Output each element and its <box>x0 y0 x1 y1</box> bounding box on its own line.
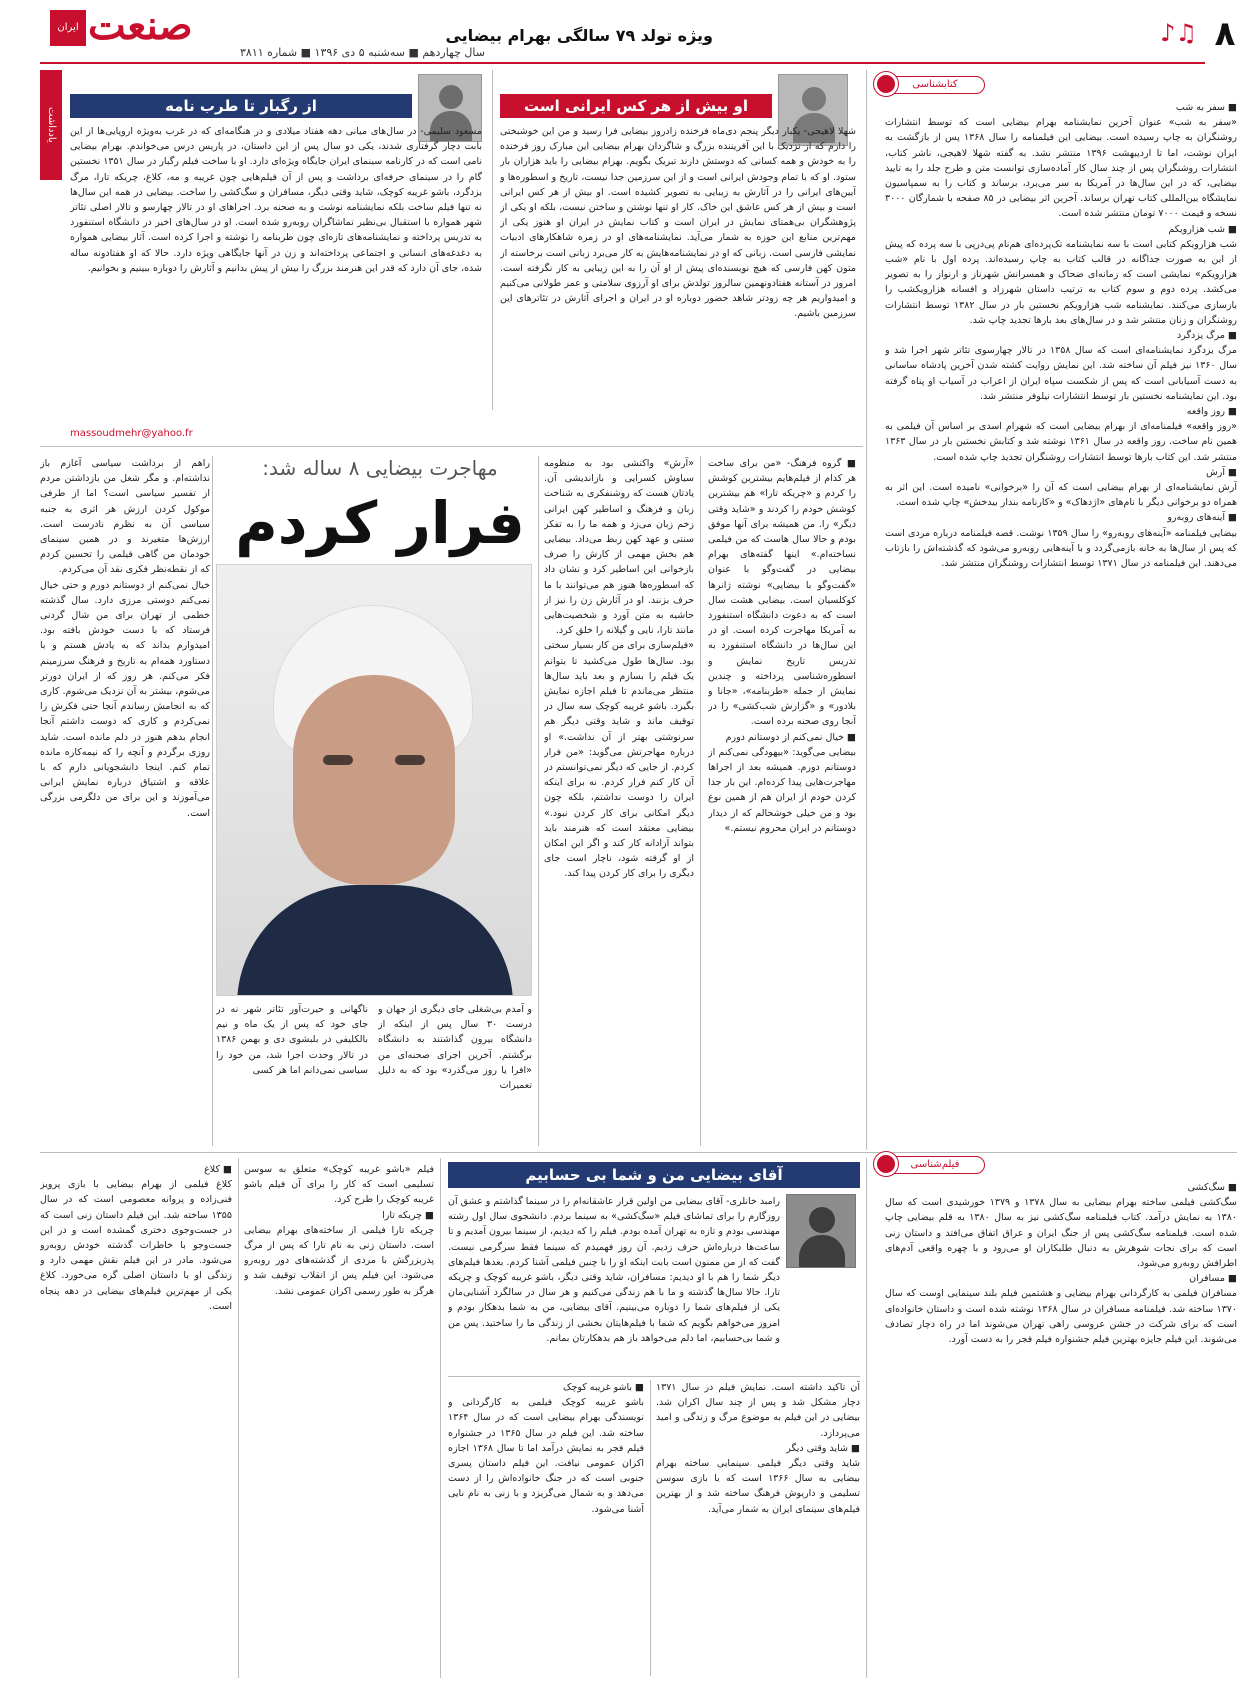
section-label: کتابشناسی <box>885 76 985 94</box>
column-divider <box>866 1158 867 1678</box>
interview-col-a: ■ گروه فرهنگ- «من برای ساخت هر کدام از فیلم‌هایم بیشترین کوشش را کردم و «چریکه تارا» هم بیشترین کوشش خودم را کردند و «شاید وقتی دیگر» را. من همیشه برای آنها موفق بودم و حالا سال هاست که من فیلمی نساخته‌ام.» اینها گفته‌های بهرام بیضایی در گفت‌وگو با عنوان «گفت‌وگو با بیضایی» نوشته ژانرها کوکلسیان است. بیضایی هشت سال است که به دعوت دانشگاه استنفورد به آمریکا مهاجرت کرده است. او در این سال‌ها در دانشگاه استنفورد به تدریس تاریخ نمایش و اسطوره‌شناسی پرداخته و چندین نمایش از جمله «طربنامه»، «جانا و بلادور» و «گزارش شب‌کشی» را در آنجا روی صحنه برده است. ■ خیال نمی‌کنم از دوستانم دورم بیضایی می‌گوید: «بیهودگی نمی‌کنم از دوستانم دورم. همیشه بعد از اجراها مهاجرت‌هایی پیدا کرده‌ام. این بار جدا کردن خودم از ایران هم از همین نوع بود و من خیلی خوشحالم که از دیدار دوستانم در ایران محروم نیستم.» <box>708 458 856 834</box>
article-banner-salimi: از رگبار تا طرب نامه <box>70 94 412 118</box>
ribbon-icon <box>874 1152 898 1176</box>
essay-text-khanlari: رامبد خانلری- آقای بیضایی من اولین قرار عاشقانه‌ام را در سینما گذاشتم و عشق آن روزگارم را برای تماشای فیلم «سگ‌کشی» به سینما بردم. دانشجوی سال اول رشته مهندسی بودم و تازه به تهران آمده بودم. فیلم را که دیدیم، از سینما بیرون آمدیم و تا ساعت‌ها درباره‌اش حرف زدیم. آن روز فهمیدم که سینما فقط سرگرمی نیست. گفت که از من ممنون است بابت اینکه او را با چنین فیلمی آشنا کردم. بعدها فیلم‌های دیگر شما را هم با او دیدیم: مسافران، شاید وقتی دیگر، باشو غریبه کوچک و چریکه تارا. حالا سال‌ها گذشته و ما با هم زندگی می‌کنیم و هر سال در سالگرد آشنایی‌مان یکی از فیلم‌های شما را دوباره می‌بینیم. آقای بیضایی، من به شما بدهکار بودم و امروز می‌خواهم بگویم که شما با فیلم‌هایتان بخشی از زندگی ما را ساختید. پس من و شما بی‌حسابیم، اما دلم می‌خواهد باز هم بدهکارتان بمانم. <box>448 1196 780 1344</box>
column-divider <box>650 1380 651 1676</box>
page-title: ویژه تولد ۷۹ سالگی بهرام بیضایی <box>445 26 713 45</box>
side-tab: یادداشت <box>40 70 62 180</box>
person-icon <box>802 87 826 111</box>
ribbon-icon <box>874 72 898 96</box>
filmography-right: ■ سگ‌کشی سگ‌کشی فیلمی ساخته بهرام بیضایی به سال ۱۳۷۸ و ۱۳۷۹ خورشیدی است که سال ۱۳۸۰ به نمایش درآمد. کتاب فیلمنامه سگ‌کشی نیز به سال ۱۳۸۰ به قلم بیضایی چاپ شده است. فیلمنامه سگ‌کشی پس از جنگ ایران و عراق اتفاق می‌افتد و داستان زنی است که برای نجات شوهرش به دنبال طلبکاران او می‌رود و با چهره واقعی آدم‌های اطرافش روبه‌رو می‌شود. ■ مسافران مسافران فیلمی به کارگردانی بهرام بیضایی و هشتمین فیلم بلند سینمایی اوست که سال ۱۳۷۰ ساخته شد. فیلمنامه مسافران در سال ۱۳۶۸ نوشته شده است و داستان خانواده‌ای است که برای شرکت در جشن عروسی راهی تهران می‌شوند اما در راه دچار تصادف می‌شوند. این فیلم جایزه بهترین فیلم جشنواره فیلم فجر را به دست آورد. <box>885 1182 1237 1346</box>
column-divider <box>538 456 539 1146</box>
music-note-icon: ♫♪ <box>1160 19 1197 47</box>
header-rule <box>40 62 1205 64</box>
column-divider <box>440 1158 441 1678</box>
face-shape <box>293 675 455 885</box>
section-rule <box>40 1152 1237 1153</box>
portrait-photo <box>216 564 532 996</box>
issue-line: سال چهاردهم ■ سه‌شنبه ۵ دی ۱۳۹۶ ■ شماره ۳۸۱۱ <box>240 46 485 59</box>
interview-col-d: ناگهانی و حیرت‌آور تئاتر شهر نه در جای خود که پس از یک ماه و نیم بالکلیفی در بلبشوی دی و بهمن ۱۳۸۶ در تالار وحدت اجرا شد، من خود را سیاسی نمی‌دانم اما هر کسی <box>216 1004 368 1076</box>
page-number: ۸ <box>1214 14 1236 54</box>
interview-col-c: راهم از برداشت سیاسی آغازم باز نداشته‌ام. و مگر شغل من بازداشتن مردم از تفسیر سیاسی است؟ اما از طرفی موکول کردن ارزش هر اثری به جنبه سیاسی آن به نظرم نادرست است. ارزش‌ها متغیرند و در همین سینمای خودمان من گاهی فیلمی را تحسین کردم که از نقطه‌نظر فکری نقد آن می‌کردم. خیال نمی‌کنم از دوستانم دورم و حتی خیال نمی‌کنم دوستی مرزی دارد. سال گذشته خطمی از تهران برای من شال گردنی فرستاد که با دست خودش بافته بود. امیدوارم بداند که به یادش هستم و با دستاورد همه‌ام به تاریخ و فرهنگ سرزمینم فکر می‌کنم. هر روز که از ایران دورتر می‌شوم، بیشتر به آن نزدیک می‌شوم. کاری که به انجامش رساندم آنجا حتی فکرش را نمی‌کردم و کاری که دوست داشتم آنجا انجام بدهم هنوز در دلم مانده است. شاید روزی برگردم و آنچه را که نیمه‌کاره مانده تمام کنم. اینجا دانشجویانی دارم که با علاقه و اشتیاق درباره نمایش ایرانی می‌آموزند و این برای من دلگرمی بزرگی است. <box>40 458 210 819</box>
filmography-col-c: ■ باشو غریبه کوچک باشو غریبه کوچک فیلمی به کارگردانی و نویسندگی بهرام بیضایی است که در سال ۱۳۶۴ ساخته شد. این فیلم در سال ۱۳۶۵ در جشنواره فیلم فجر به نمایش درآمد اما تا سال ۱۳۶۸ اجازه اکران عمومی نیافت. این فیلم داستان پسری جنوبی است که در جنگ خانواده‌اش را از دست می‌دهد و به شمال می‌گریزد و با زنی به نام نایی آشنا می‌شود. <box>448 1382 644 1515</box>
filmography-col-d: فیلم «باشو غریبه کوچک» متعلق به سوسن تسلیمی است که کار را برای آن فیلم باشو غریبه کوچک را طرح کرد. ■ چریکه تارا چریکه تارا فیلمی از ساخته‌های بهرام بیضایی است. داستان زنی به نام تارا که پس از مرگ پدربزرگش با مردی از گذشته‌های دور روبه‌رو می‌شود. این فیلم پس از انقلاب توقیف شد و هرگز به طور رسمی اکران عمومی نشد. <box>244 1164 434 1297</box>
logo-text: صنعت <box>88 2 193 49</box>
person-icon <box>809 1207 835 1233</box>
author-email[interactable]: massoudmehr@yahoo.fr <box>70 428 193 439</box>
column-divider <box>700 456 701 1146</box>
interview-kicker: مهاجرت بیضایی ۸ ساله شد: <box>262 456 498 480</box>
article-banner-khanlari: آقای بیضایی من و شما بی حسابیم <box>448 1162 860 1188</box>
article-text-lahiji: شهلا لاهیجی- یکبار دیگر پنجم دی‌ماه فرخنده زادروز بیضایی فرا رسید و من این خوشبختی را دارم که از نزدیک با این آفریننده بزرگ و شاگردان بهرام بیضایی این مبارک روز فرخنده را به خودش و همه کسانی که دوستش دارند تبریک بگویم. بهرام بیضایی را باید هزاران بار ستود. او که با تمام وجودش ایرانی است و از این سرزمین جدا نیست، تاریخ و اسطوره‌ها و آیین‌های ایرانی را در آثارش به زیبایی به تصویر کشیده است. او بیش از هر کس ایرانی است و بیش از هر کس عاشق این خاک. کار او تنها نوشتن و ساختن نیست، بلکه او یکی از پژوهشگران بی‌همتای نمایش در ایران است و کتاب نمایش در ایران او هنوز یکی از مهم‌ترین منابع این حوزه به شمار می‌آید. نمایشنامه‌های او در زمره شاهکارهای ادبیات نمایشی فارسی است. زبانی که او در نمایشنامه‌هایش به کار می‌برد زبانی است برخاسته از متون کهن فارسی که هیچ نویسنده‌ای پیش از او آن را به این زیبایی به کار نگرفته است. امروز در آستانه هفتادونهمین سالروز تولدش برای او آرزوی سلامتی و عمر طولانی می‌کنیم و امیدواریم هر چه زودتر شاهد حضور دوباره او در ایران و اجرای آثارش در تئاترهای این سرزمین باشیم. <box>500 126 856 320</box>
column-divider <box>866 70 867 1150</box>
logo <box>50 2 200 52</box>
interview-col-e: و آمدم بی‌شغلی جای دیگری از جهان و درست ۳۰ سال پس از اینکه از دانشگاه بیرون گذاشتند به دانشگاه برگشتم. آخرین اجرای صحنه‌ای من «افرا یا روز می‌گذرد» بود که به دلیل تعمیرات <box>378 1004 532 1092</box>
filmography-col-b: آن تاکید داشته است. نمایش فیلم در سال ۱۳۷۱ دچار مشکل شد و پس از چند سال اکران شد. بیضایی در این فیلم به موضوع مرگ و زندگی و امید می‌پردازد. ■ شاید وقتی دیگر شاید وقتی دیگر فیلمی سینمایی ساخته بهرام بیضایی به سال ۱۳۶۶ است که با بازی سوسن تسلیمی و داریوش فرهنگ ساخته شد و از بهترین فیلم‌های سینمای ایران به شمار می‌آید. <box>656 1382 860 1515</box>
article-banner-lahiji: او بیش از هر کس ایرانی است <box>500 94 772 118</box>
person-icon <box>439 85 463 109</box>
column-divider <box>492 70 493 410</box>
bibliography-text: ■ سفر به شب «سفر به شب» عنوان آخرین نمایشنامه بهرام بیضایی است که توسط انتشارات روشنگران به چاپ رسیده است. بیضایی این فیلمنامه را سال ۱۳۶۸ پس از بازگشت به ایران نوشت، اما تا اردیبهشت ۱۳۹۶ منتشر نشد. به گفته شهلا لاهیجی، ناشر کتاب، انتشارات روشنگران پس از چند سال کار آماده‌سازی توانست متن و طرح جلد را به تایید بیضایی، که در این سال‌ها در آمریکا به سر می‌برد، برساند و کتاب را به سمپاسیون نمایشگاه بین‌المللی کتاب تهران برساند. آخرین اثر بیضایی در ۸۵ صفحه با شمارگان ۳۰۰۰ نسخه و قیمت ۷۰۰۰ تومان منتشر شده است. ■ شب هزارویکم شب هزارویکم کتابی است با سه نمایشنامه تک‌پرده‌ای هم‌نام پی‌درپی با سه پرده که پیش از این به صورت جداگانه در قالب کتاب به چاپ رسیده‌اند. پرده اول با نام «شب هزارویکم» نمایشی است که زمانه‌ای ضحاک و همسرانش شهرناز و ارنواز را به تصویر می‌کشد. پرده دوم و سوم کتاب به ترتیب داستان شهرزاد و افسانه هزارویکشب را بازسازی می‌کنند. نمایشنامه شب هزارویکم نخستین بار در سال ۱۳۸۲ توسط انتشارات روشنگران و زنان منتشر شد و در سال‌های بعد بارها تجدید چاپ شد. ■ مرگ یزدگرد مرگ یزدگرد نمایشنامه‌ای است که سال ۱۳۵۸ در تالار چهارسوی تئاتر شهر اجرا شد و سال ۱۳۶۰ نیز فیلم آن ساخته شد. این نمایش روایت کشته شدن آخرین پادشاه ساسانی به دست آسیابانی است که پس از شکست سپاه ایران از اعراب در آسیاب او پناه گرفته بود. این نمایشنامه نخستین بار توسط انتشارات نیلوفر منتشر شد. ■ روز واقعه «روز واقعه» فیلمنامه‌ای از بهرام بیضایی است که شهرام اسدی بر اساس آن فیلمی به همین نام ساخت. روز واقعه در سال ۱۳۶۱ نوشته شد و کتابش نخستین بار در سال ۱۳۶۳ منتشر شد. این کتاب بارها توسط انتشارات روشنگران تجدید چاپ شده است. ■ آرش آرش نمایشنامه‌ای از بهرام بیضایی است که آن را «برخوانی» نامیده است. این اثر به همراه دو برخوانی دیگر با نام‌های «اژدهاک» و «کارنامه بندار بیدخش» چاپ شده است. ■ آینه‌های روبه‌رو بیضایی فیلمنامه «آینه‌های روبه‌رو» را سال ۱۳۵۹ نوشت. قصه فیلمنامه درباره مردی است که پس از سال‌ها به خانه بازمی‌گردد و با آینه‌هایی روبه‌رو می‌شود که گذشته‌اش را بازتاب می‌دهند. این فیلمنامه در سال ۱۳۷۱ توسط انتشارات روشنگران منتشر شد. <box>885 102 1237 570</box>
filmography-col-left: ■ کلاغ کلاغ فیلمی از بهرام بیضایی با بازی پرویز فنی‌زاده و پروانه معصومی است که در سال ۱۳۵۵ ساخته شد. این فیلم داستان زنی است که در جست‌وجوی دختری گمشده است و در این جست‌وجو با خاطرات گذشته خودش روبه‌رو می‌شود. مادر در این فیلم نقش مهمی دارد و زندگی او با داستان اصلی گره می‌خورد. کلاغ یکی از مهم‌ترین فیلم‌های بیضایی در دهه پنجاه است. <box>40 1164 232 1312</box>
section-rule <box>448 1376 860 1377</box>
interview-col-b: «آرش» واکنشی بود به منظومه سیاوش کسرایی و بازاندیشی آن. یادتان هست که روشنفکری به شناخت زبان و فرهنگ و اساطیر کهن ایرانی زخم زبان می‌زد و همه ما را به تفکر سنتی و عهد کهن ربط می‌داد. بیضایی هم بخش مهمی از کارش را صرف بازخوانی این اساطیر کرد و نشان داد که اسطوره‌ها هنوز هم می‌توانند با ما حرف بزنند. او در آثارش زن را نیز از حاشیه به متن آورد و شخصیت‌هایی مانند تارا، نایی و گیلانه را خلق کرد. «فیلم‌سازی برای من کار بسیار سختی بود. سال‌ها طول می‌کشید تا بتوانم یک فیلم را بسازم و بعد باید سال‌ها منتظر می‌ماندم تا فیلم اجازه نمایش بگیرد. باشو غریبه کوچک سه سال در توقیف ماند و شاید وقتی دیگر هم سرنوشتی بهتر از آن نداشت.» او درباره مهاجرتش می‌گوید: «من فرار کردم. از جایی که دیگر نمی‌توانستم در آن کار کنم فرار کردم. نه برای اینکه ایران را دوست نداشتم، بلکه چون دیگر امکانی برای کار کردن نبود.» بیضایی معتقد است که هنرمند باید بتواند آزادانه کار کند و اگر این امکان از او گرفته شود، ناچار است جای دیگری را برای کار کردن پیدا کند. <box>544 458 694 880</box>
author-photo-khanlari <box>786 1194 856 1268</box>
article-text-salimi: مسعود سلیمی- در سال‌های میانی دهه هفتاد میلادی و در هنگامه‌ای که در غرب به‌ویژه اروپایی‌ها از این بابت دچار گرفتاری شدند، یکی دو سال پس از این داستان، در پاریس درس می‌خواندم. بهرام بیضایی نامی است که در کارنامه سینمای ایران جایگاه ویژه‌ای دارد. او با ساخت فیلم رگبار در سال ۱۳۵۱ نخستین گام را در سینمای حرفه‌ای برداشت و پس از آن فیلم‌هایی چون غریبه و مه، کلاغ، چریکه تارا، مرگ یزدگرد، باشو غریبه کوچک، شاید وقتی دیگر، مسافران و سگ‌کشی را ساخت. بیضایی در همه این سال‌ها نه تنها فیلم ساخت بلکه نمایشنامه نوشت و به صحنه برد. اجراهای او در تالار چهارسو و تالار اصلی تئاتر شهر همواره با استقبال بی‌نظیر تماشاگران روبه‌رو شده است. او در سال‌های اخیر در دانشگاه استنفورد به تدریس پرداخته و نمایشنامه‌های تازه‌ای چون طربنامه را نوشته و اجرا کرده است. آثار بیضایی همواره به دغدغه‌های انسانی و اجتماعی پرداخته‌اند و زن در آنها جایگاهی ویژه دارد. حالا که او هفتادونه ساله شده، جای آن دارد که قدر این هنرمند بزرگ را بیش از پیش بدانیم و آثارش را دوباره ببینیم و بخوانیم. <box>70 126 482 274</box>
section-label-filmography: فیلم‌شناسی <box>885 1156 985 1174</box>
interview-headline: فرار کردم <box>235 489 525 557</box>
column-divider <box>238 1158 239 1678</box>
section-rule <box>40 446 863 447</box>
column-divider <box>212 456 213 1146</box>
logo-box: ایران <box>50 10 86 46</box>
